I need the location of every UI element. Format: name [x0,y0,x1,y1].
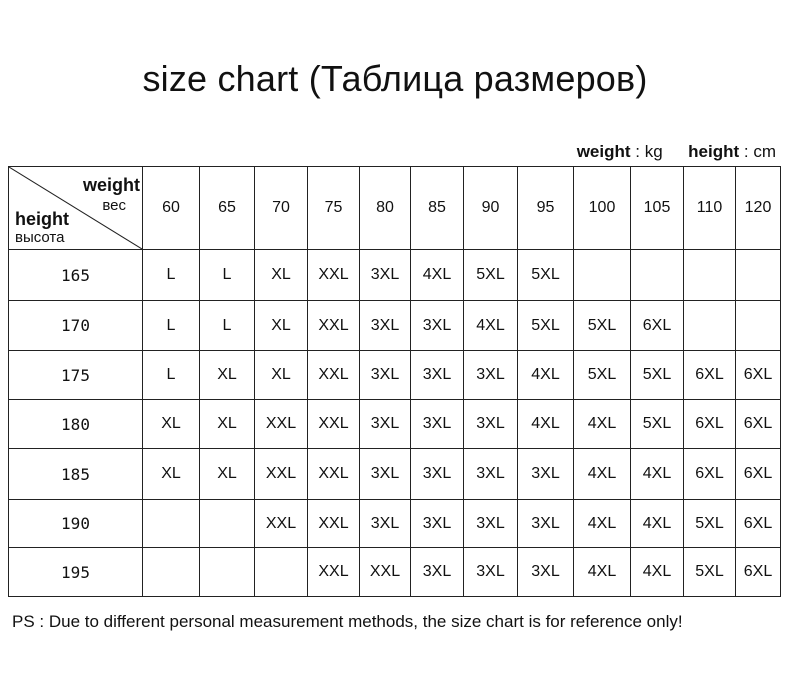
size-cell: 4XL [518,351,574,400]
corner-height-label: height [15,209,69,229]
size-cell: XXL [255,400,308,449]
size-cell: 5XL [631,400,684,449]
weight-header-cell: 105 [631,167,684,250]
weight-header-cell: 65 [200,167,255,250]
size-cell: 3XL [360,500,411,548]
corner-header-cell [9,167,143,250]
size-cell: 3XL [518,500,574,548]
weight-header-cell: 70 [255,167,308,250]
corner-height-ru: высота [15,229,65,246]
size-cell [143,548,200,597]
height-cell: 170 [9,301,143,351]
size-cell: 6XL [736,449,781,500]
units-height-unit: : cm [743,142,776,161]
size-cell [200,548,255,597]
table-row [9,500,781,548]
size-cell: L [143,351,200,400]
size-cell: 3XL [411,400,464,449]
height-cell: 165 [9,250,143,301]
weight-header-cell: 100 [574,167,631,250]
height-cell: 180 [9,400,143,449]
size-cell: 3XL [411,500,464,548]
size-cell: 3XL [464,400,518,449]
size-cell: 6XL [684,449,736,500]
size-cell: 3XL [411,351,464,400]
units-legend [577,142,776,162]
size-cell: 5XL [574,351,631,400]
page-title: size chart (Таблица размеров) [142,58,648,99]
size-cell: 5XL [684,500,736,548]
table-row [9,449,781,500]
weight-header-cell: 95 [518,167,574,250]
size-cell [574,250,631,301]
size-cell: 3XL [360,400,411,449]
weight-header-cell: 90 [464,167,518,250]
weight-header-cell: 80 [360,167,411,250]
size-cell [200,500,255,548]
weight-header-cell: 85 [411,167,464,250]
table-row [9,548,781,597]
size-cell: 3XL [360,301,411,351]
size-cell [736,301,781,351]
size-cell: XXL [308,250,360,301]
size-cell: 3XL [360,351,411,400]
size-cell: XXL [308,449,360,500]
size-cell [684,301,736,351]
size-cell: 3XL [411,548,464,597]
size-cell: 4XL [631,548,684,597]
size-cell: XXL [308,548,360,597]
size-cell [684,250,736,301]
size-cell: 3XL [360,250,411,301]
weight-header-cell: 75 [308,167,360,250]
weight-header-cell: 60 [143,167,200,250]
size-cell: 4XL [411,250,464,301]
header-row [9,167,781,250]
size-cell: L [143,250,200,301]
size-cell: XL [255,301,308,351]
size-cell: XXL [360,548,411,597]
size-cell [255,548,308,597]
size-cell: XXL [308,351,360,400]
size-cell: 4XL [574,449,631,500]
size-cell [631,250,684,301]
size-cell: 3XL [464,449,518,500]
size-cell: XXL [308,301,360,351]
height-cell: 185 [9,449,143,500]
size-cell: 6XL [736,351,781,400]
size-cell: XL [143,449,200,500]
size-cell: 3XL [464,500,518,548]
size-cell: 6XL [631,301,684,351]
size-cell: 5XL [464,250,518,301]
size-cell: L [143,301,200,351]
size-cell: XXL [255,500,308,548]
units-height-label: height [688,142,740,161]
size-cell: 5XL [518,250,574,301]
corner-weight-label: weight [83,175,140,195]
size-cell: XL [143,400,200,449]
size-cell: 3XL [464,548,518,597]
size-cell: 6XL [736,400,781,449]
size-cell: 4XL [631,500,684,548]
size-cell: 5XL [684,548,736,597]
size-cell: 6XL [736,500,781,548]
height-cell: 190 [9,500,143,548]
size-cell: XXL [308,400,360,449]
size-cell: 4XL [574,548,631,597]
size-cell: XXL [308,500,360,548]
size-cell: 6XL [684,351,736,400]
size-cell: 3XL [464,351,518,400]
size-cell: 4XL [574,500,631,548]
size-chart-table [8,166,781,597]
size-cell: XXL [255,449,308,500]
size-cell: XL [200,449,255,500]
size-cell: 4XL [518,400,574,449]
weight-header-cell: 110 [684,167,736,250]
size-cell: 3XL [518,449,574,500]
size-cell: 4XL [631,449,684,500]
table-row [9,250,781,301]
size-cell: 6XL [736,548,781,597]
size-cell: 4XL [464,301,518,351]
corner-weight-ru: вес [102,197,126,214]
table-row [9,301,781,351]
size-cell: 5XL [518,301,574,351]
size-cell: XL [200,351,255,400]
table-row [9,400,781,449]
weight-header-cell: 120 [736,167,781,250]
size-cell [736,250,781,301]
height-cell: 175 [9,351,143,400]
size-cell: 3XL [411,449,464,500]
size-cell: 5XL [631,351,684,400]
size-cell: XL [255,250,308,301]
size-cell: 6XL [684,400,736,449]
size-cell: 3XL [411,301,464,351]
size-cell: L [200,301,255,351]
size-cell: 3XL [360,449,411,500]
table-row [9,351,781,400]
size-cell: L [200,250,255,301]
disclaimer-note: PS : Due to different personal measurement methods, the size chart is for reference only! [12,612,683,631]
size-cell [143,500,200,548]
size-cell: 3XL [518,548,574,597]
size-cell: 4XL [574,400,631,449]
height-cell: 195 [9,548,143,597]
units-weight-unit: : kg [635,142,663,161]
units-weight-label: weight [576,142,631,161]
size-cell: XL [255,351,308,400]
size-cell: 5XL [574,301,631,351]
size-cell: XL [200,400,255,449]
